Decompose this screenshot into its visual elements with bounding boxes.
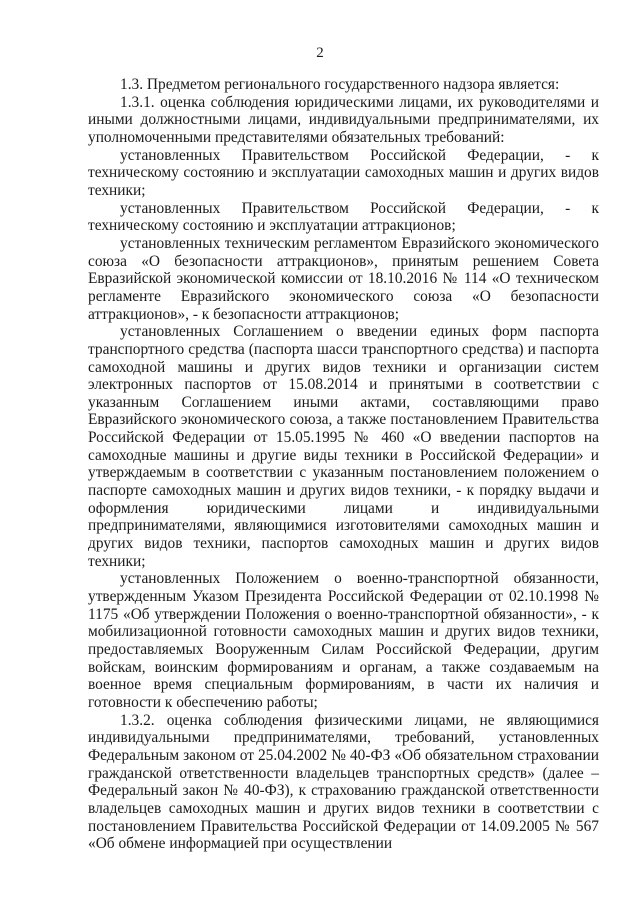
page-number: 2 [316,45,324,61]
paragraph-1-3-1: 1.3.1. оценка соблюдения юридическими лицами, их руководителями и иными должностными лицами, индивидуальными предпринимателями, их уполномоченными представителями обязательных требований: [88,93,599,146]
paragraph-1-3: 1.3. Предметом регионального государственного надзора является: [120,76,560,93]
paragraph-attractions-condition: установленных Правительством Российской Федерации, - к техническому состоянию и эксплуатации аттракционов; [88,199,599,235]
paragraph-1-3-2: 1.3.2. оценка соблюдения физическими лицами, не являющимися индивидуальными предпринимателями, требований, установленных Федеральным законом от 25.04.2002 № 40-ФЗ «Об обязательном страховании гражданской ответственности владельцев транспортных средств» (далее – Федеральный закон № 40-ФЗ), к страхованию гражданской ответственности владельцев самоходных машин и других видов техники в соответствии с постановлением Правительства Российской Федерации от 14.09.2005 № 567 «Об обмене информацией при осуществлении [88,711,599,853]
document-body [88,76,599,853]
paragraph-passport-agreement: установленных Соглашением о введении единых форм паспорта транспортного средства (паспорта шасси транспортного средства) и паспорта самоходной машины и других видов техники и организации систем электронных паспортов от 15.08.2014 и принятыми в соответствии с указанным Соглашением иными актами, составляющими право Евразийского экономического союза, а также постановлением Правительства Российской Федерации от 15.05.1995 № 460 «О введении паспортов на самоходные машины и другие виды техники в Российской Федерации» и утверждаемым в соответствии с указанным постановлением положением о паспорте самоходных машин и других видов техники, - к порядку выдачи и оформления юридическими лицами и индивидуальными предпринимателями, являющимися изготовителями самоходных машин и других видов техники, паспортов самоходных машин и других видов техники; [88,323,599,570]
paragraph-eaeu-regulation: установленных техническим регламентом Евразийского экономического союза «О безопасности аттракционов», принятым решением Совета Евразийской экономической комиссии от 18.10.2016 № 114 «О техническом регламенте Евразийского экономического союза «О безопасности аттракционов», - к безопасности аттракционов; [88,234,599,323]
paragraph-military-transport: установленных Положением о военно-транспортной обязанности, утвержденным Указом Президента Российской Федерации от 02.10.1998 № 1175 «Об утверждении Положения о военно-транспортной обязанности», - к мобилизационной готовности самоходных машин и других видов техники, предоставляемых Вооруженным Силам Российской Федерации, другим войскам, воинским формированиям и органам, а также создаваемым на военное время специальным формированиям, в части их наличия и готовности к обеспечению работы; [88,570,599,711]
paragraph-self-propelled-machines: установленных Правительством Российской Федерации, - к техническому состоянию и эксплуатации самоходных машин и других видов техники; [88,146,599,199]
